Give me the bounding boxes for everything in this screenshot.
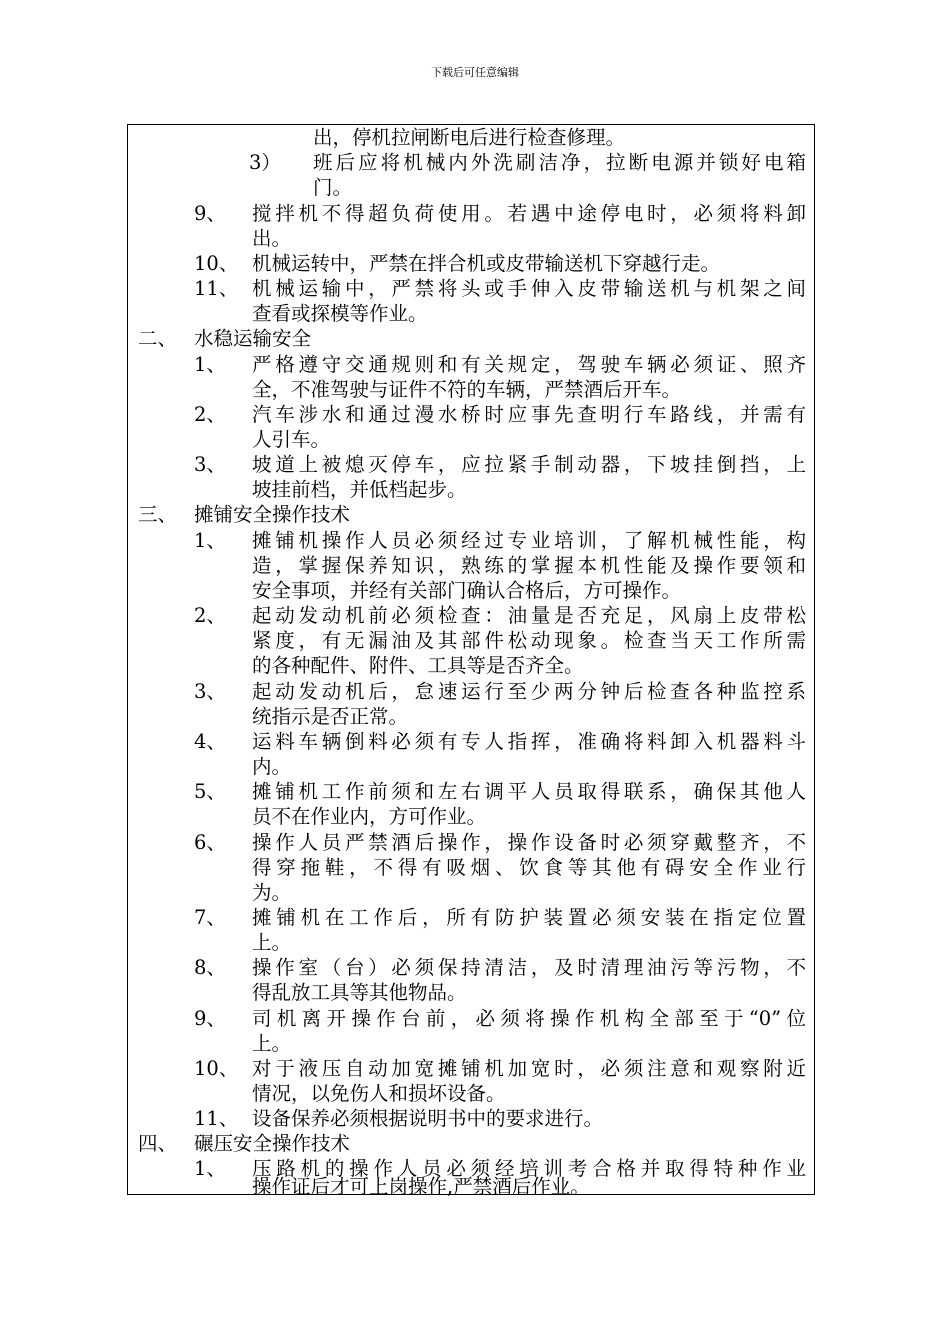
text-line: 机械运输中，严禁将头或手伸入皮带输送机与机架之间 [252,277,806,300]
item-number: 1、 [194,1157,226,1180]
item-number: 2、 [194,604,226,627]
item-number: 11、 [194,1107,239,1130]
text-line: 内。 [252,755,292,778]
item-number: 8、 [194,956,226,979]
item-number: 4、 [194,730,226,753]
item-number: 5、 [194,780,226,803]
text-line: 起动发动机后，怠速运行至少两分钟后检查各种监控系 [252,680,806,703]
text-line: 对于液压自动加宽摊铺机加宽时，必须注意和观察附近 [252,1057,806,1080]
text-line: 严格遵守交通规则和有关规定，驾驶车辆必须证、照齐 [252,353,806,376]
text-line: 统指示是否正常。 [252,705,409,728]
text-line: 操作人员严禁酒后操作，操作设备时必须穿戴整齐，不 [252,831,806,854]
text-line: 设备保养必须根据说明书中的要求进行。 [252,1107,604,1130]
section-number: 二、 [138,327,178,350]
text-line: 操作证后才可上岗操作,严禁酒后作业。 [252,1175,590,1198]
text-line: 司机离开操作台前，必须将操作机构全部至于“0”位 [252,1007,806,1030]
item-number: 6、 [194,831,226,854]
item-number: 3） [249,151,281,174]
text-line: 出。 [252,227,292,250]
text-line: 机械运转中，严禁在拌合机或皮带输送机下穿越行走。 [252,252,721,275]
item-number: 10、 [194,252,239,275]
text-line: 操作室（台）必须保持清洁，及时清理油污等污物，不 [252,956,806,979]
item-number: 7、 [194,906,226,929]
section-title: 碾压安全操作技术 [194,1132,351,1155]
item-number: 1、 [194,353,226,376]
text-line: 得乱放工具等其他物品。 [252,981,467,1004]
text-line: 上。 [252,931,292,954]
text-line: 全，不准驾驶与证件不符的车辆，严禁酒后开车。 [252,378,682,401]
text-line: 班后应将机械内外洗刷洁净，拉断电源并锁好电箱 [313,151,806,174]
section-title: 摊铺安全操作技术 [194,503,351,526]
text-line: 安全事项，并经有关部门确认合格后，方可操作。 [252,579,682,602]
text-line: 得穿拖鞋，不得有吸烟、饮食等其他有碍安全作业行 [252,856,806,879]
text-line: 坡道上被熄灭停车，应拉紧手制动器，下坡挂倒挡，上 [252,453,806,476]
item-number: 3、 [194,680,226,703]
text-line: 门。 [313,176,353,199]
item-number: 9、 [194,202,226,225]
text-line: 查看或探模等作业。 [252,302,428,325]
item-number: 9、 [194,1007,226,1030]
text-line: 员不在作业内，方可作业。 [252,805,487,828]
text-line: 出，停机拉闸断电后进行检查修理。 [313,126,626,149]
text-line: 摊铺机操作人员必须经过专业培训，了解机械性能，构 [252,529,806,552]
section-number: 四、 [138,1132,178,1155]
item-number: 10、 [194,1057,239,1080]
item-number: 2、 [194,403,226,426]
text-line: 的各种配件、附件、工具等是否齐全。 [252,654,584,677]
text-line: 为。 [252,881,292,904]
text-line: 摊铺机在工作后，所有防护装置必须安装在指定位置 [252,906,806,929]
text-line: 起动发动机前必须检查：油量是否充足，风扇上皮带松 [252,604,806,627]
section-title: 水稳运输安全 [194,327,312,350]
item-number: 1、 [194,529,226,552]
text-line: 搅拌机不得超负荷使用。若遇中途停电时，必须将料卸 [252,202,806,225]
text-line: 人引车。 [252,428,331,451]
text-line: 汽车涉水和通过漫水桥时应事先查明行车路线，并需有 [252,403,806,426]
text-line: 摊铺机工作前须和左右调平人员取得联系，确保其他人 [252,780,806,803]
text-line: 紧度，有无漏油及其部件松动现象。检查当天工作所需 [252,629,806,652]
text-line: 坡挂前档，并低档起步。 [252,478,467,501]
text-line: 情况，以免伤人和损坏设备。 [252,1082,506,1105]
text-line: 运料车辆倒料必须有专人指挥，准确将料卸入机器料斗 [252,730,806,753]
text-line: 上。 [252,1032,292,1055]
text-line: 造，掌握保养知识，熟练的掌握本机性能及操作要领和 [252,554,806,577]
page-header: 下载后可任意编辑 [431,66,519,79]
content-box [127,124,815,1198]
text-line: 压路机的操作人员必须经培训考合格并取得特种作业 [252,1157,806,1180]
section-number: 三、 [138,503,178,526]
item-number: 3、 [194,453,226,476]
item-number: 11、 [194,277,239,300]
